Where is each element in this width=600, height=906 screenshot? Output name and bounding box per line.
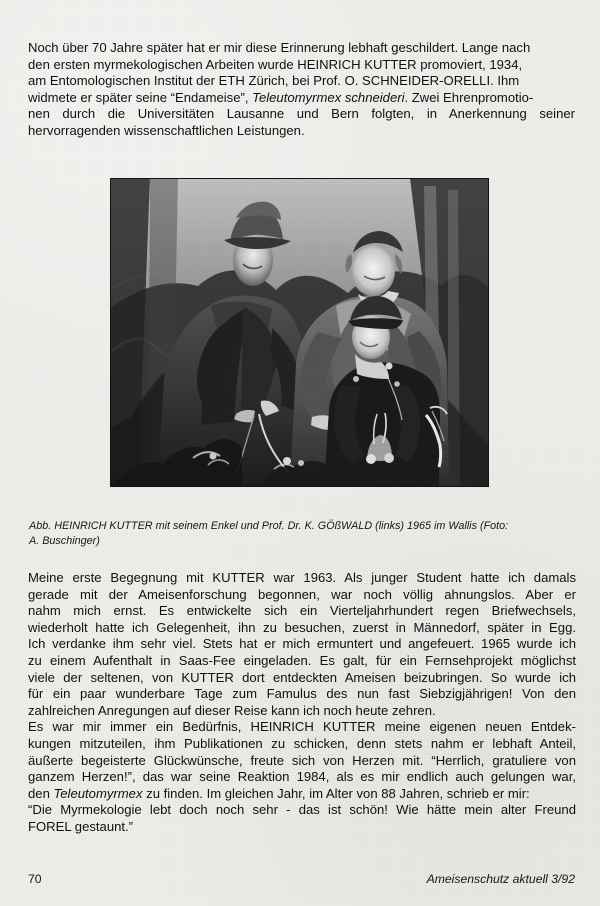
intro-paragraph bbox=[28, 40, 575, 140]
main-paragraph-line-14-species: Teleutomyrmex bbox=[53, 785, 143, 801]
photo-caption bbox=[29, 519, 577, 549]
main-paragraph-line-13: ganzem Herzen!”, das war seine Reaktion 1984, als es mir endlich auch gelungen war, bbox=[28, 769, 576, 785]
intro-paragraph-line-5: nen durch die Universitäten Lausanne und Bern folgten, in Anerkennung seiner bbox=[28, 106, 575, 122]
photo-caption-line-1: Abb. HEINRICH KUTTER mit seinem Enkel und Prof. Dr. K. GÖßWALD (links) 1965 im Wallis (Foto: bbox=[29, 520, 509, 532]
intro-paragraph-line-4-suffix: . Zwei Ehrenpromotio- bbox=[404, 89, 534, 105]
historic-photo-illustration bbox=[110, 178, 489, 487]
main-paragraph-line-8: für ein paar wunderbare Tage zum Famulus des nun fast Siebzigjährigen! Von den bbox=[28, 686, 576, 702]
main-paragraph-line-9: zahlreichen Anregungen auf dieser Reise kann ich noch heute zehren. bbox=[28, 702, 436, 718]
main-paragraph-line-7: viele der seltenen, von KUTTER dort entdeckten Ameisen beizubringen. So wurde ich bbox=[28, 669, 576, 685]
main-paragraph-line-6: zu einem Aufenthalt in Saas-Fee eingeladen. Es galt, für ein Fernsehprojekt möglichst bbox=[28, 652, 576, 668]
intro-paragraph-line-2: den ersten myrmekologischen Arbeiten wurde HEINRICH KUTTER promoviert, 1934, bbox=[28, 56, 523, 72]
main-paragraph-line-14-suffix: zu finden. Im gleichen Jahr, im Alter von 88 Jahren, schrieb er mir: bbox=[142, 785, 530, 801]
intro-paragraph-line-4 bbox=[28, 90, 575, 107]
main-paragraph-line-1: Meine erste Begegnung mit KUTTER war 1963. Als junger Student hatte ich damals bbox=[28, 570, 576, 585]
main-paragraph bbox=[28, 570, 576, 836]
historic-photo bbox=[110, 178, 489, 487]
intro-paragraph-line-6: hervorragenden wissenschaftlichen Leistungen. bbox=[28, 122, 305, 138]
intro-paragraph-line-3: am Entomologischen Institut der ETH Zürich, bei Prof. O. SCHNEIDER-ORELLI. Ihm bbox=[28, 73, 520, 89]
main-paragraph-line-3: nahm mich ernst. Es entwickelte sich ein Vierteljahrhundert regen Briefwechsels, bbox=[28, 603, 576, 619]
photo-caption-line-2: A. Buschinger) bbox=[29, 534, 100, 547]
main-paragraph-line-16: FOREL gestaunt.” bbox=[28, 818, 134, 834]
main-paragraph-line-15: “Die Myrmekologie lebt doch noch sehr - das ist schön! Wie hätte mein alter Freund bbox=[28, 802, 576, 818]
main-paragraph-line-2: gerade mit der Ameisenforschung begonnen, war noch völlig ahnungslos. Aber er bbox=[28, 586, 576, 602]
main-paragraph-line-11: kungen mitzuteilen, ihm Publikationen zu schicken, denn stets nahm er lebhaft Anteil, bbox=[28, 735, 576, 751]
main-paragraph-line-14 bbox=[28, 786, 576, 803]
main-paragraph-line-10: Es war mir immer ein Bedürfnis, HEINRICH KUTTER meine eigenen neuen Entdek- bbox=[28, 719, 576, 735]
publication-name: Ameisenschutz aktuell 3/92 bbox=[426, 872, 575, 886]
main-paragraph-line-4: wiederholt hatte ich Gelegenheit, ihn zu besuchen, zuerst in Männedorf, später in Egg. bbox=[28, 619, 576, 635]
main-paragraph-line-12: äußerte begeisterte Glückwünsche, freute sich von Herzen mit. “Herrlich, gratuliere von bbox=[28, 752, 576, 768]
main-paragraph-line-5: Ich verdanke ihm sehr viel. Stets hat er mich ermuntert und angefeuert. 1965 wurde ich bbox=[28, 636, 576, 652]
intro-paragraph-line-4-species: Teleutomyrmex schneideri bbox=[252, 89, 405, 105]
page-number: 70 bbox=[28, 872, 42, 886]
main-paragraph-line-14-prefix: den bbox=[28, 785, 54, 801]
intro-paragraph-line-4-prefix: widmete er später seine “Endameise”, bbox=[28, 89, 253, 105]
intro-paragraph-line-1: Noch über 70 Jahre später hat er mir diese Erinnerung lebhaft geschildert. Lange nach bbox=[28, 40, 531, 55]
